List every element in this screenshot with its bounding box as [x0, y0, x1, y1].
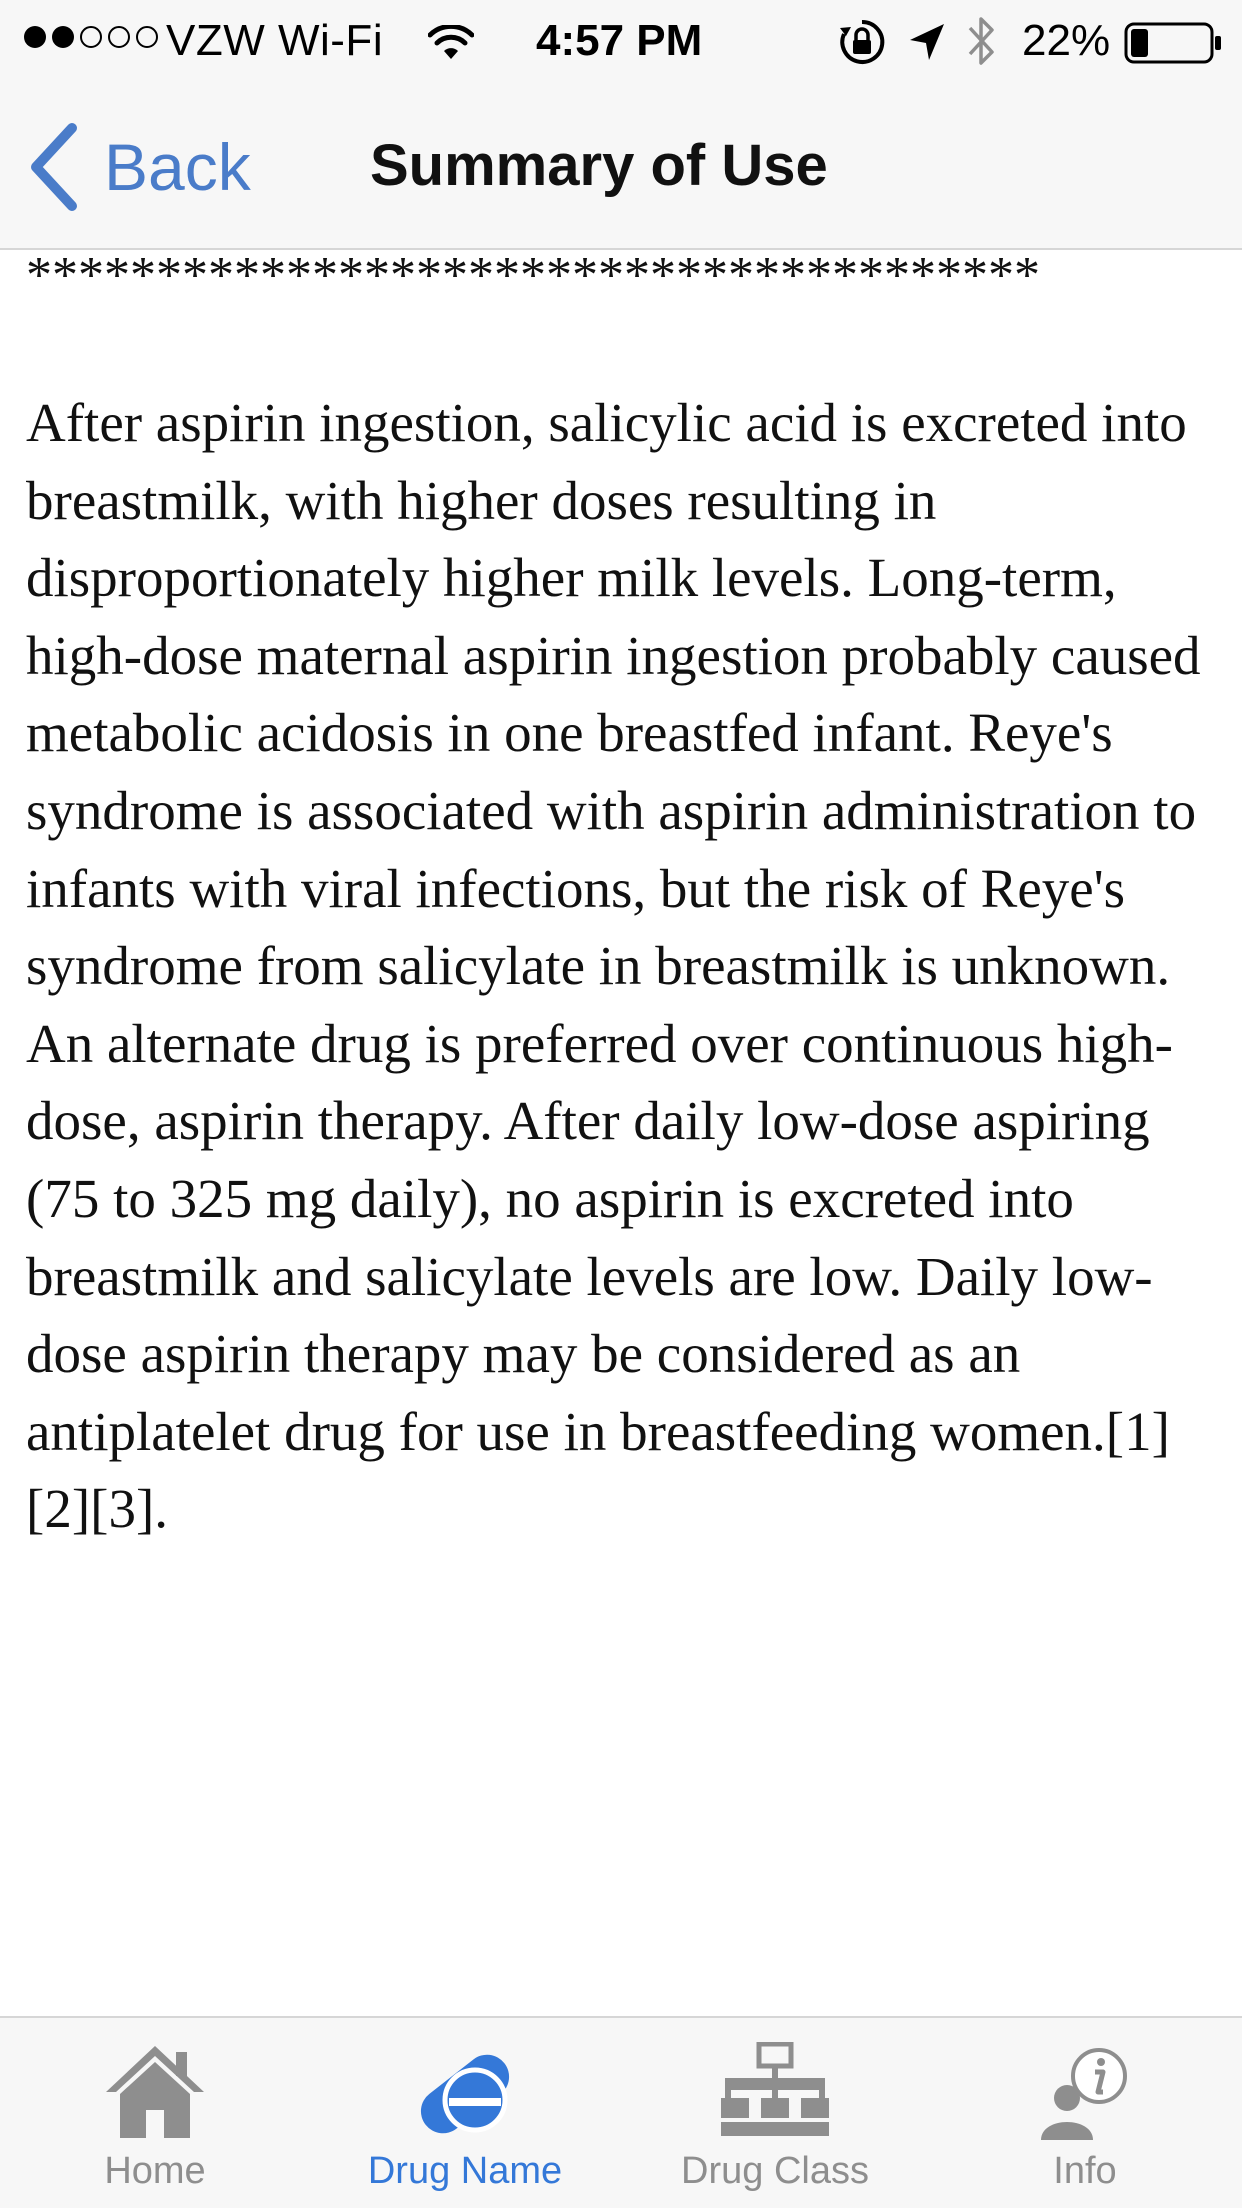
navigation-bar: [0, 84, 1242, 250]
summary-content[interactable]: [0, 250, 1242, 2016]
wifi-icon: [428, 22, 474, 72]
tab-drug-name[interactable]: [310, 2018, 620, 2208]
hierarchy-icon: [719, 2042, 831, 2142]
back-button[interactable]: [28, 122, 251, 212]
signal-strength-icon: [24, 26, 158, 48]
carrier-name: VZW Wi-Fi: [166, 16, 384, 65]
summary-of-use-text: After aspirin ingestion, salicylic acid is excreted into breastmilk, with higher doses resulting in disproportionately higher milk levels. Long-term, high-dose maternal aspirin ingestion probably caused metabolic acidosis in one breastfed infant. Reye's syndrome is associated with aspirin administration to infants with viral infections, but the risk of Reye's syndrome from salicylate in breastmilk is unknown. An alternate drug is preferred over continuous high-dose, aspirin therapy. After daily low-dose aspiring (75 to 325 mg daily), no aspirin is excreted into breastmilk and salicylate levels are low. Daily low-dose aspirin therapy may be considered as an antiplatelet drug for use in breastfeeding women.[1][2][3].: [26, 392, 1201, 1540]
back-button-label: Back: [104, 130, 251, 204]
battery-icon: [1124, 22, 1224, 75]
pill-icon: [409, 2042, 521, 2146]
tab-drug-class[interactable]: [620, 2018, 930, 2208]
tab-info-label: Info: [1053, 2150, 1117, 2192]
battery-percent: 22%: [1022, 16, 1111, 65]
tab-bar: [0, 2016, 1242, 2208]
page-title: Summary of Use: [370, 133, 828, 198]
tab-drug-name-label: Drug Name: [367, 2150, 563, 2192]
tab-home[interactable]: [0, 2018, 310, 2208]
chevron-left-icon: [28, 122, 80, 212]
home-icon: [100, 2042, 210, 2142]
info-person-icon: [1035, 2042, 1135, 2142]
bluetooth-icon: [964, 14, 998, 79]
rotation-lock-icon: [838, 18, 886, 77]
asterisk-separator: ***************************************: [26, 250, 1040, 304]
tab-info[interactable]: [930, 2018, 1240, 2208]
location-arrow-icon: [908, 22, 946, 73]
tab-home-label: Home: [104, 2150, 206, 2192]
status-time: 4:57 PM: [536, 16, 703, 65]
status-bar: [0, 0, 1242, 84]
tab-drug-class-label: Drug Class: [681, 2150, 869, 2192]
